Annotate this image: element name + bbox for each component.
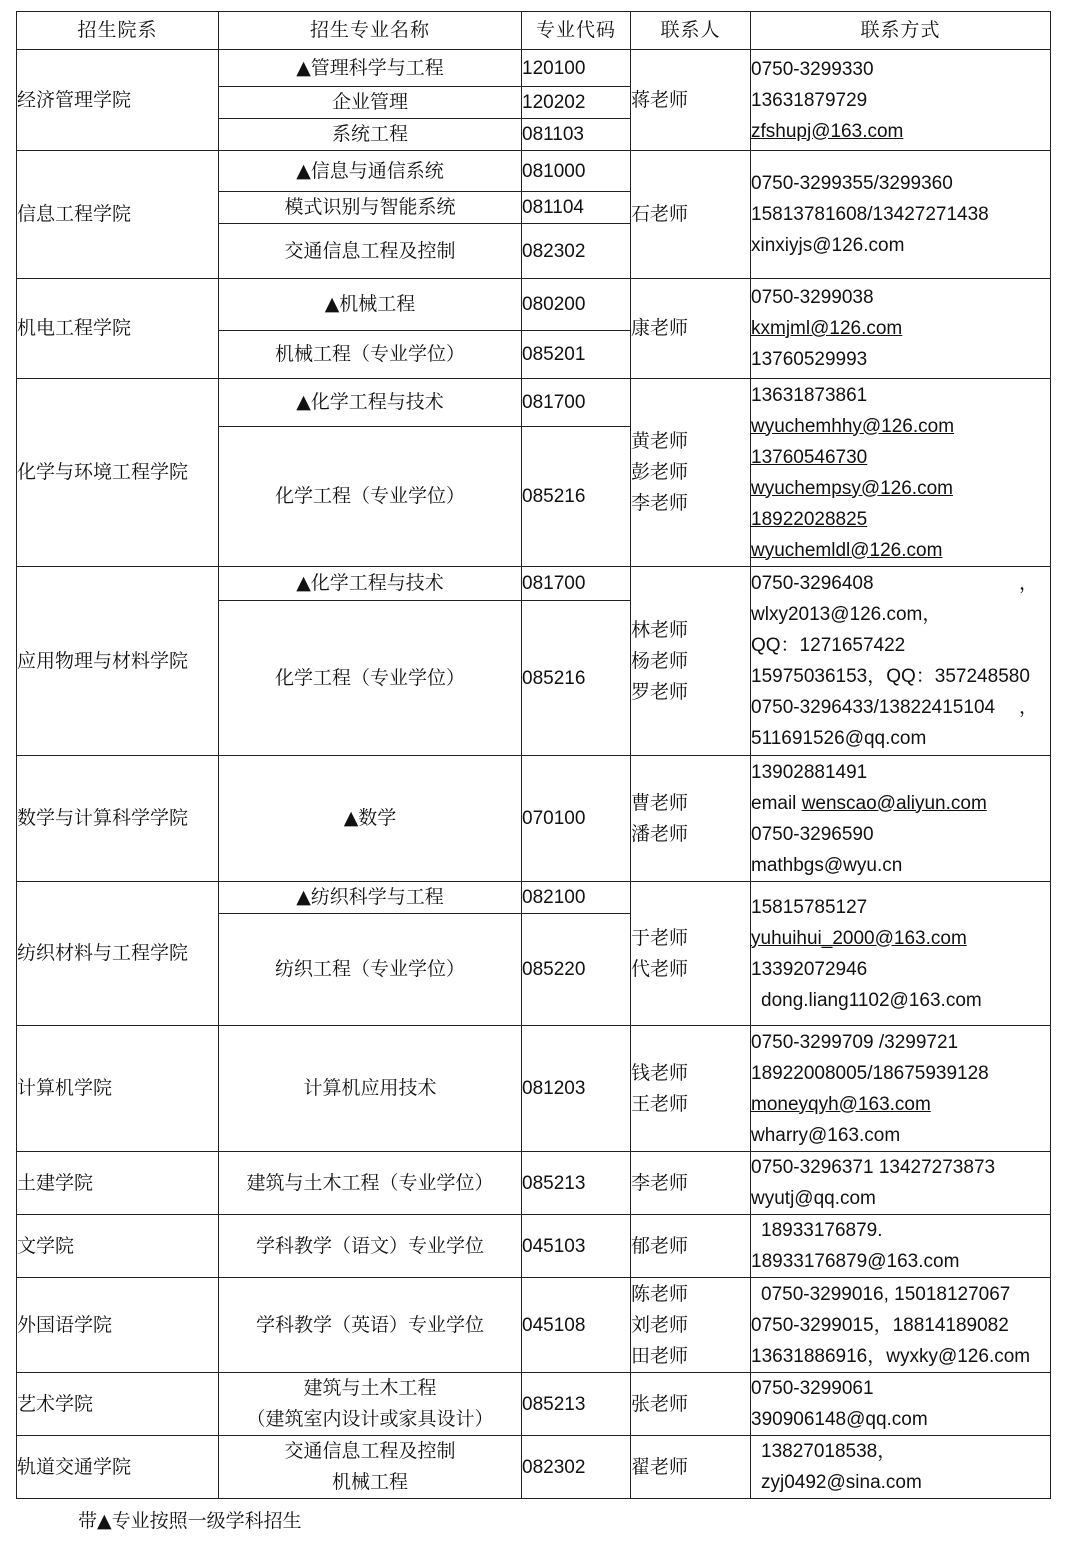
contact-info-line: [751, 411, 1050, 442]
contact-info-text: 13631873861: [751, 384, 868, 406]
contact-name: 刘老师: [631, 1313, 689, 1336]
major-code: 085216: [522, 601, 631, 756]
college-name: 轨道交通学院: [17, 1436, 219, 1499]
contact-info-text[interactable]: zfshupj@163.com: [751, 120, 904, 142]
table-row: [17, 279, 1051, 331]
contact-info-line: [751, 1152, 1050, 1183]
contact-info-line: [751, 504, 1050, 535]
contact-info: [751, 50, 1051, 151]
contact-info-text[interactable]: yuhuihui_2000@163.com: [751, 927, 967, 949]
major-name-line: 系统工程: [331, 123, 408, 145]
contact-name: 罗老师: [631, 680, 689, 703]
major-name: [219, 87, 522, 119]
contact-person: [631, 1152, 751, 1215]
header-college: 招生院系: [17, 12, 219, 50]
major-code: 081700: [522, 567, 631, 601]
contact-info-line: [751, 535, 1050, 566]
major-name-line: 企业管理: [331, 91, 408, 113]
major-name-line: 交通信息工程及控制: [284, 239, 456, 262]
contact-info-line: [751, 380, 1050, 411]
major-name: [219, 601, 522, 756]
contact-info-line: [751, 1404, 1050, 1435]
contact-info-line: [751, 1058, 1050, 1089]
contact-info-line: [751, 1183, 1050, 1214]
contact-info-line: [751, 568, 1050, 599]
footnote: 带▲专业按照一级学科招生: [78, 1510, 302, 1532]
contact-info: [751, 1436, 1051, 1499]
contact-name: 黄老师: [631, 430, 689, 452]
contact-info-line: [751, 850, 1050, 881]
contact-info-text: 0750-3296408: [751, 573, 874, 594]
major-code: 085201: [522, 331, 631, 379]
contact-info-line: [751, 313, 1050, 344]
major-name-line: ▲化学工程与技术: [296, 391, 444, 413]
contact-name: 翟老师: [631, 1455, 689, 1478]
header-contact: 联系人: [631, 12, 751, 50]
major-name: [219, 379, 522, 427]
contact-name: 陈老师: [631, 1282, 689, 1305]
contact-info-line: [751, 630, 1050, 661]
contact-info-text: 13902881491: [751, 761, 868, 783]
contact-info-text: 511691526@qq.com: [751, 728, 927, 749]
contact-person: [631, 151, 751, 279]
major-name: [219, 1278, 522, 1373]
contact-info-line: [751, 788, 1050, 819]
major-name: [219, 756, 522, 882]
major-name-line: 化学工程（专业学位）: [274, 666, 465, 689]
contact-info-text: dong.liang1102@163.com: [761, 989, 982, 1011]
contact-info-text: 18933176879@163.com: [751, 1251, 960, 1272]
contact-info: [751, 1152, 1051, 1215]
contact-person: [631, 1436, 751, 1499]
major-name-line: 交通信息工程及控制: [284, 1440, 456, 1462]
contact-info-text: 15815785127: [751, 896, 868, 918]
table-body: [17, 50, 1051, 1499]
contact-name: 田老师: [631, 1344, 689, 1367]
contact-info-text[interactable]: kxmjml@126.com: [751, 318, 903, 339]
college-name: 信息工程学院: [17, 151, 219, 279]
header-code: 专业代码: [522, 12, 631, 50]
contact-name: 张老师: [631, 1392, 689, 1415]
major-name: [219, 1436, 522, 1499]
contact-info-line: [751, 723, 1050, 754]
contact-info-text: 13631879729: [751, 89, 868, 111]
contact-person: [631, 567, 751, 756]
contact-info-text: 13392072946: [751, 958, 868, 980]
contact-info: [751, 279, 1051, 379]
major-code: 120202: [522, 87, 631, 119]
contact-info-text: 0750-3296590: [751, 823, 874, 845]
contact-info-line: [751, 1246, 1050, 1277]
major-name-line: 纺织工程（专业学位）: [274, 958, 465, 980]
table-row: [17, 50, 1051, 87]
major-name-line: ▲信息与通信系统: [296, 159, 444, 182]
contact-name: 杨老师: [631, 649, 689, 672]
contact-info-text: xinxiyjs@126.com: [751, 235, 905, 256]
table-row: [17, 1373, 1051, 1436]
header-info: 联系方式: [751, 12, 1051, 50]
contact-info-text: 13631886916，wyxky@126.com: [751, 1345, 1031, 1367]
major-name: [219, 914, 522, 1026]
college-name: 数学与计算科学学院: [17, 756, 219, 882]
major-code: 070100: [522, 756, 631, 882]
major-name-line: 机械工程: [331, 1471, 408, 1493]
contact-info-line: [751, 1373, 1050, 1404]
contact-info-line: [751, 116, 1050, 147]
contact-info: [751, 1373, 1051, 1436]
contact-info: [751, 1215, 1051, 1278]
contact-info-text: email: [751, 792, 802, 814]
major-name-line: ▲纺织科学与工程: [296, 886, 444, 908]
major-code: 085216: [522, 427, 631, 567]
major-code: 081000: [522, 151, 631, 192]
major-code: 085213: [522, 1152, 631, 1215]
major-code: 045103: [522, 1215, 631, 1278]
contact-info: [751, 882, 1051, 1026]
contact-info-text: QQ：1271657422: [751, 635, 906, 656]
contact-person: [631, 882, 751, 1026]
table-row: [17, 756, 1051, 882]
contact-person: [631, 756, 751, 882]
contact-info-line: [751, 1215, 1050, 1246]
major-code: 080200: [522, 279, 631, 331]
contact-info-text: zyj0492@sina.com: [761, 1472, 922, 1493]
contact-info-line: [751, 1089, 1050, 1120]
contact-person: [631, 379, 751, 567]
table-row: [17, 1152, 1051, 1215]
contact-info-line: [751, 1310, 1050, 1341]
contact-info: [751, 1026, 1051, 1152]
major-name-line: 化学工程（专业学位）: [274, 485, 465, 507]
contact-info-text: 15813781608/13427271438: [751, 204, 989, 225]
major-name: [219, 1152, 522, 1215]
table-row: [17, 1215, 1051, 1278]
contact-info-text[interactable]: wyuchemhhy@126.com: [751, 415, 955, 437]
contact-info-text: 0750-3299015，18814189082: [751, 1314, 1009, 1336]
contact-info-text[interactable]: moneyqyh@163.com: [751, 1093, 931, 1115]
contact-info-text[interactable]: 18922028825: [751, 508, 868, 530]
major-name-line: ▲管理科学与工程: [296, 56, 444, 79]
contact-name: 钱老师: [631, 1061, 689, 1084]
college-name: 机电工程学院: [17, 279, 219, 379]
contact-info: [751, 756, 1051, 882]
email-link[interactable]: wenscao@aliyun.com: [801, 792, 987, 814]
major-code: 120100: [522, 50, 631, 87]
contact-info-text[interactable]: wyuchempsy@126.com: [751, 477, 953, 499]
table-row: [17, 882, 1051, 914]
trailing-comma: ，: [1018, 573, 1038, 594]
major-name: [219, 331, 522, 379]
contact-info-line: [751, 954, 1050, 985]
contact-info-line: [751, 923, 1050, 954]
contact-name: 康老师: [631, 317, 689, 339]
college-name: 纺织材料与工程学院: [17, 882, 219, 1026]
major-name: [219, 119, 522, 151]
contact-info-line: [751, 819, 1050, 850]
contact-info-line: [751, 230, 1050, 261]
contact-name: 于老师: [631, 926, 689, 949]
major-name-line: ▲数学: [343, 807, 397, 829]
contact-info-line: [751, 1279, 1050, 1310]
major-name-line: （建筑室内设计或家具设计）: [246, 1408, 494, 1430]
contact-person: [631, 279, 751, 379]
major-name: [219, 279, 522, 331]
contact-person: [631, 1373, 751, 1436]
major-name: [219, 50, 522, 87]
college-name: 应用物理与材料学院: [17, 567, 219, 756]
table-row: [17, 567, 1051, 601]
major-name: [219, 1373, 522, 1436]
contact-name: 代老师: [631, 957, 689, 980]
contact-name: 蒋老师: [631, 88, 689, 111]
table-row: [17, 379, 1051, 427]
major-name-line: ▲化学工程与技术: [296, 572, 444, 594]
contact-name: 石老师: [631, 203, 689, 225]
contact-info: [751, 379, 1051, 567]
college-name: 计算机学院: [17, 1026, 219, 1152]
major-name-line: 计算机应用技术: [303, 1077, 437, 1099]
contact-name: 李老师: [631, 1171, 689, 1194]
major-name-line: 机械工程（专业学位）: [274, 343, 465, 365]
header-major: 招生专业名称: [219, 12, 522, 50]
major-code: 085220: [522, 914, 631, 1026]
contact-info-line: [751, 442, 1050, 473]
major-name: [219, 567, 522, 601]
college-name: 经济管理学院: [17, 50, 219, 151]
contact-info-text: 0750-3299016, 15018127067: [761, 1283, 1011, 1305]
contact-info-line: [751, 199, 1050, 230]
major-name-line: 学科教学（语文）专业学位: [255, 1234, 484, 1257]
contact-info-text: 0750-3299709 /3299721: [751, 1031, 959, 1053]
college-name: 艺术学院: [17, 1373, 219, 1436]
contact-info-line: [751, 1467, 1050, 1498]
major-name: [219, 151, 522, 192]
contact-info-line: [751, 892, 1050, 923]
major-name: [219, 192, 522, 224]
contact-name: 林老师: [631, 618, 689, 641]
contact-person: [631, 1026, 751, 1152]
contact-info-text: 15975036153，QQ：357248580: [751, 666, 1030, 687]
contact-info-line: [751, 1436, 1050, 1467]
contact-info-line: [751, 473, 1050, 504]
contact-info-text: 18933176879.: [761, 1220, 883, 1241]
contact-info-text: 390906148@qq.com: [751, 1409, 928, 1430]
major-name: [219, 882, 522, 914]
contact-info-line: [751, 54, 1050, 85]
contact-info-line: [751, 1027, 1050, 1058]
contact-info-line: [751, 1120, 1050, 1151]
major-name: [219, 1026, 522, 1152]
major-name-line: 建筑与土木工程（专业学位）: [246, 1171, 494, 1194]
contact-info-line: [751, 692, 1050, 723]
major-name: [219, 1215, 522, 1278]
contact-name: 潘老师: [631, 822, 689, 845]
contact-info-text: 0750-3299061: [751, 1378, 874, 1399]
contact-info-text: mathbgs@wyu.cn: [751, 854, 903, 876]
contact-name: 郁老师: [631, 1234, 689, 1257]
contact-info-text: 13760529993: [751, 349, 868, 370]
major-code: 081700: [522, 379, 631, 427]
trailing-comma: ，: [1018, 697, 1038, 718]
contact-info-line: [751, 168, 1050, 199]
contact-info-text: 18922008005/18675939128: [751, 1062, 989, 1084]
major-name: [219, 224, 522, 279]
contact-info-text: wlxy2013@126.com，: [751, 604, 942, 625]
contact-info-text: 0750-3296433/13822415104: [751, 697, 996, 718]
major-code: 082302: [522, 224, 631, 279]
contact-info-line: [751, 1341, 1050, 1372]
major-name-line: 模式识别与智能系统: [284, 196, 456, 218]
major-code: 085213: [522, 1373, 631, 1436]
college-name: 化学与环境工程学院: [17, 379, 219, 567]
contact-info-line: [751, 344, 1050, 375]
table-row: [17, 151, 1051, 192]
contact-info-line: [751, 599, 1050, 630]
major-name-line: 建筑与土木工程: [303, 1377, 437, 1399]
table-row: [17, 1026, 1051, 1152]
contact-info-line: [751, 985, 1050, 1016]
header-row: [17, 12, 1051, 50]
contact-person: [631, 1278, 751, 1373]
contact-info-line: [751, 757, 1050, 788]
college-name: 土建学院: [17, 1152, 219, 1215]
major-code: 081104: [522, 192, 631, 224]
major-code: 045108: [522, 1278, 631, 1373]
contact-name: 李老师: [631, 492, 689, 514]
contact-name: 王老师: [631, 1092, 689, 1115]
contact-info-line: [751, 282, 1050, 313]
contact-info-text: wharry@163.com: [751, 1124, 901, 1146]
table-row: [17, 1436, 1051, 1499]
contact-info-text[interactable]: 13760546730: [751, 446, 868, 468]
major-code: 082100: [522, 882, 631, 914]
contact-info: [751, 151, 1051, 279]
major-name: [219, 427, 522, 567]
contact-info-text: 13827018538，: [761, 1441, 897, 1462]
contact-info: [751, 1278, 1051, 1373]
table-row: [17, 1278, 1051, 1373]
contact-person: [631, 1215, 751, 1278]
major-code: 081203: [522, 1026, 631, 1152]
contact-person: [631, 50, 751, 151]
enrollment-table: [16, 11, 1051, 1499]
contact-info-text: 0750-3296371 13427273873: [751, 1157, 996, 1178]
major-code: 081103: [522, 119, 631, 151]
contact-info-line: [751, 85, 1050, 116]
contact-info-text: 0750-3299330: [751, 58, 874, 80]
contact-info-line: [751, 661, 1050, 692]
contact-name: 曹老师: [631, 791, 689, 814]
contact-info-text: wyutj@qq.com: [751, 1188, 876, 1209]
major-code: 082302: [522, 1436, 631, 1499]
college-name: 外国语学院: [17, 1278, 219, 1373]
contact-info-text: 0750-3299038: [751, 287, 874, 308]
contact-info-text[interactable]: wyuchemldl@126.com: [751, 539, 943, 561]
contact-info: [751, 567, 1051, 756]
contact-info-text: 0750-3299355/3299360: [751, 173, 953, 194]
college-name: 文学院: [17, 1215, 219, 1278]
contact-name: 彭老师: [631, 461, 689, 483]
major-name-line: 学科教学（英语）专业学位: [255, 1313, 484, 1336]
major-name-line: ▲机械工程: [324, 293, 416, 315]
